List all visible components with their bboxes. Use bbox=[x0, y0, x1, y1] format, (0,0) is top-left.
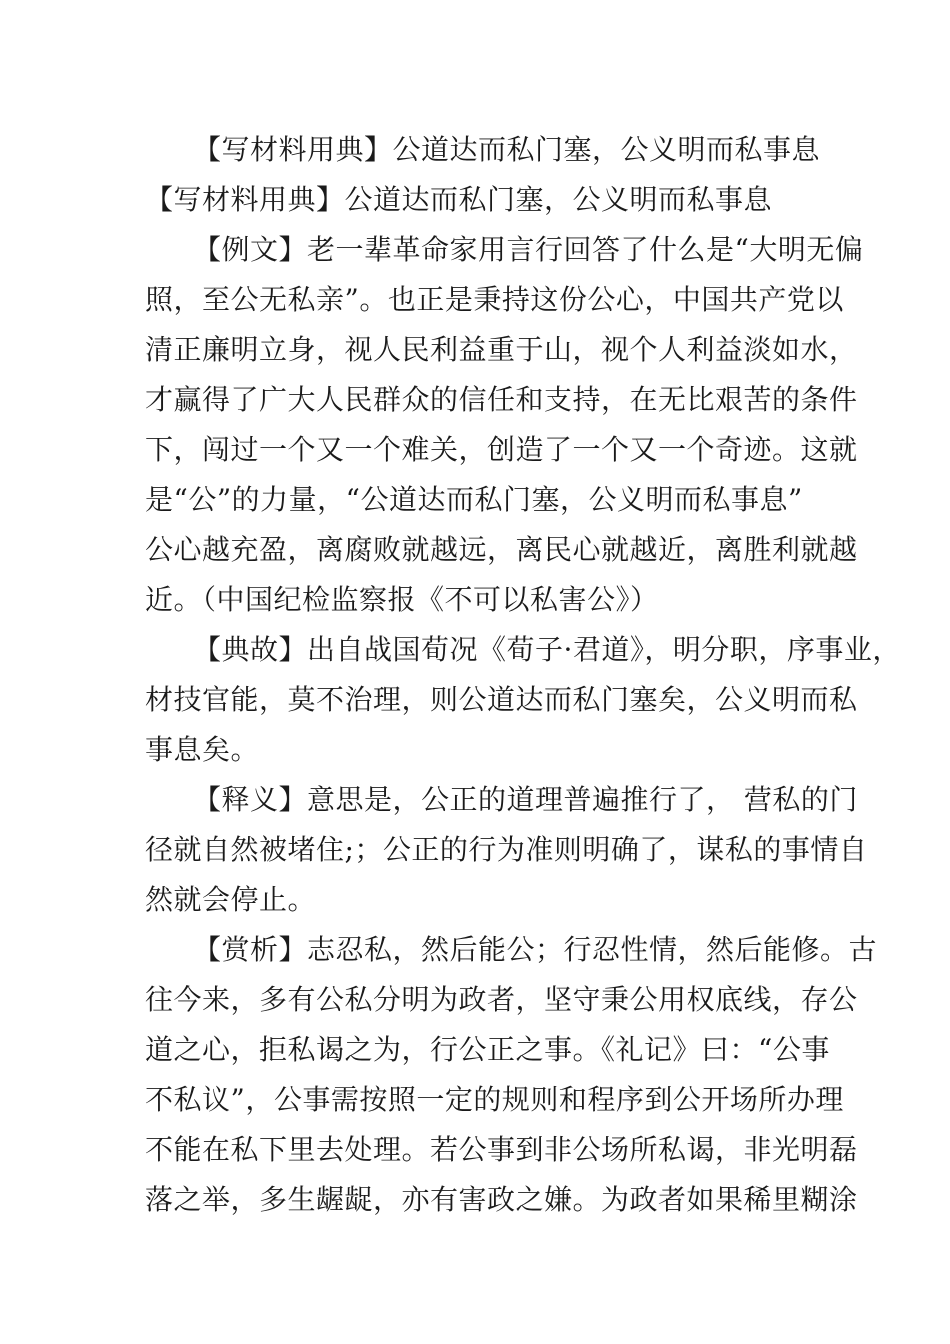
text-line: 公心越充盈，离腐败就越远，离民心就越近，离胜利就越 bbox=[145, 533, 858, 566]
text-line: 不私议”，公事需按照一定的规则和程序到公开场所办理 bbox=[145, 1083, 844, 1116]
text-line: 材技官能，莫不治理，则公道达而私门塞矣，公义明而私 bbox=[145, 683, 858, 716]
text-line: 【释义】意思是，公正的道理普遍推行了， 营私的门 bbox=[193, 783, 858, 816]
text-line: 【赏析】志忍私，然后能公；行忍性情，然后能修。古 bbox=[193, 933, 878, 966]
text-line: 清正廉明立身，视人民利益重于山，视个人利益淡如水， bbox=[145, 333, 858, 366]
document-title: 【写材料用典】公道达而私门塞，公义明而私事息 bbox=[193, 133, 821, 166]
text-line: 然就会停止。 bbox=[145, 883, 317, 916]
document-subtitle: 【写材料用典】公道达而私门塞，公义明而私事息 bbox=[145, 183, 773, 216]
text-line: 是“公”的力量，“公道达而私门塞，公义明而私事息” bbox=[145, 483, 803, 516]
text-line: 近。（中国纪检监察报《不可以私害公》） bbox=[145, 583, 659, 616]
text-line: 下，闯过一个又一个难关，创造了一个又一个奇迹。这就 bbox=[145, 433, 858, 466]
text-line: 才赢得了广大人民群众的信任和支持，在无比艰苦的条件 bbox=[145, 383, 858, 416]
text-line: 事息矣。 bbox=[145, 733, 260, 766]
text-line: 不能在私下里去处理。若公事到非公场所私谒，非光明磊 bbox=[145, 1133, 858, 1166]
text-line: 道之心，拒私谒之为，行公正之事。《礼记》曰：“公事 bbox=[145, 1033, 830, 1066]
text-line: 落之举，多生龌龊，亦有害政之嫌。为政者如果稀里糊涂 bbox=[145, 1183, 858, 1216]
text-line: 【典故】出自战国荀况《荀子·君道》，明分职，序事业， bbox=[193, 633, 901, 666]
text-line: 照，至公无私亲”。也正是秉持这份公心，中国共产党以 bbox=[145, 283, 844, 316]
text-line: 径就自然被堵住;；公正的行为准则明确了，谋私的事情自 bbox=[145, 833, 868, 866]
text-line: 【例文】老一辈革命家用言行回答了什么是“大明无偏 bbox=[193, 233, 864, 266]
text-line: 往今来，多有公私分明为政者，坚守秉公用权底线，存公 bbox=[145, 983, 858, 1016]
